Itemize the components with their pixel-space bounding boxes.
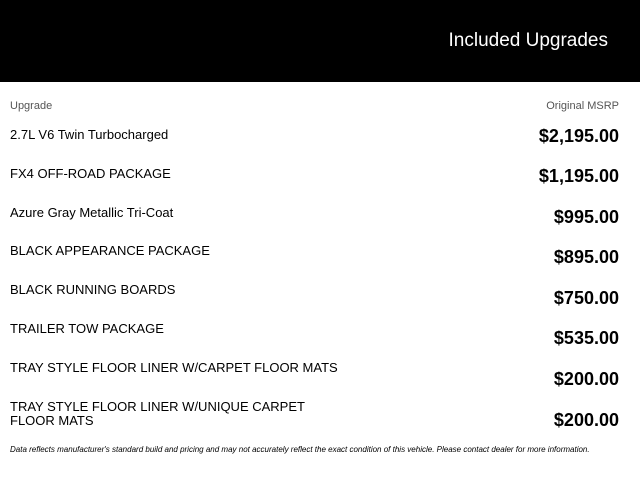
upgrade-price: $750.00 <box>553 288 619 308</box>
upgrade-price: $200.00 <box>553 410 619 430</box>
column-header-upgrade: Upgrade <box>10 100 53 112</box>
upgrade-price: $2,195.00 <box>538 126 619 146</box>
upgrade-name: 2.7L V6 Twin Turbocharged <box>10 127 169 142</box>
upgrade-price: $1,195.00 <box>538 166 619 186</box>
upgrade-name: TRAY STYLE FLOOR LINER W/CARPET FLOOR MATS <box>10 360 338 375</box>
header-banner <box>0 0 640 82</box>
upgrade-name: BLACK APPEARANCE PACKAGE <box>10 243 210 258</box>
upgrade-price: $895.00 <box>553 247 619 267</box>
upgrade-name: TRAY STYLE FLOOR LINER W/UNIQUE CARPET FLOOR MATS <box>10 399 305 428</box>
column-header-msrp: Original MSRP <box>546 100 619 112</box>
disclaimer-text: Data reflects manufacturer's standard build and pricing and may not accurately reflect the exact condition of this vehicle. Please contact dealer for more information. <box>10 445 590 454</box>
upgrade-name: BLACK RUNNING BOARDS <box>10 282 176 297</box>
upgrade-price: $200.00 <box>553 369 619 389</box>
upgrade-name: FX4 OFF-ROAD PACKAGE <box>10 166 171 181</box>
page-title: Included Upgrades <box>448 30 608 51</box>
upgrade-name: Azure Gray Metallic Tri-Coat <box>10 205 174 220</box>
upgrade-name: TRAILER TOW PACKAGE <box>10 321 164 336</box>
upgrade-price: $535.00 <box>553 328 619 348</box>
upgrade-price: $995.00 <box>553 207 619 227</box>
